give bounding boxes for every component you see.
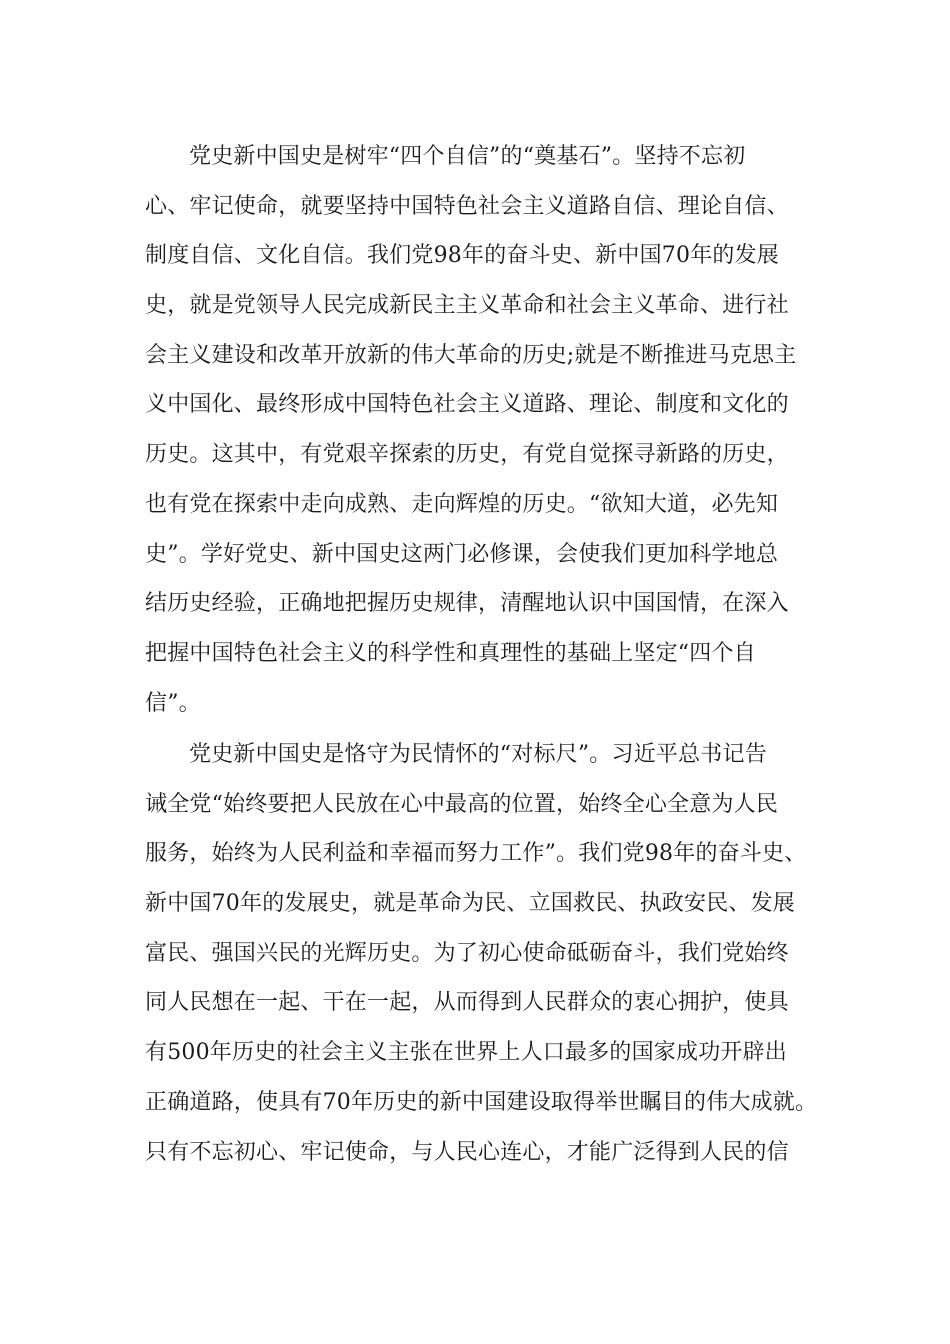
text-line: 服务，始终为人民利益和幸福而努力工作”。我们党98年的奋斗史、 bbox=[145, 841, 807, 867]
text-line: 结历史经验，正确地把握历史规律，清醒地认识中国国情，在深入 bbox=[145, 591, 789, 617]
text-line: 史”。学好党史、新中国史这两门必修课，会使我们更加科学地总 bbox=[145, 541, 779, 567]
text-line: 心、牢记使命，就要坚持中国特色社会主义道路自信、理论自信、 bbox=[145, 193, 789, 219]
text-line: 有500年历史的社会主义主张在世界上人口最多的国家成功开辟出 bbox=[145, 1040, 787, 1066]
text-line: 党史新中国史是树牢“四个自信”的“奠基石”。坚持不忘初 bbox=[189, 144, 746, 169]
text-line: 同人民想在一起、干在一起，从而得到人民群众的衷心拥护，使具 bbox=[145, 990, 789, 1016]
text-line: 把握中国特色社会主义的科学性和真理性的基础上坚定“四个自 bbox=[145, 640, 756, 666]
text-line: 诫全党“始终要把人民放在心中最高的位置，始终全心全意为人民 bbox=[145, 791, 779, 817]
text-line: 历史。这其中，有党艰辛探索的历史，有党自觉探寻新路的历史， bbox=[145, 442, 789, 468]
text-line: 信”。 bbox=[145, 690, 201, 716]
text-line: 党史新中国史是恪守为民情怀的“对标尺”。习近平总书记告 bbox=[189, 742, 767, 767]
text-line: 史，就是党领导人民完成新民主主义革命和社会主义革命、进行社 bbox=[145, 293, 789, 319]
text-line: 只有不忘初心、牢记使命，与人民心连心，才能广泛得到人民的信 bbox=[145, 1139, 789, 1165]
text-line: 正确道路，使具有70年历史的新中国建设取得举世瞩目的伟大成就。 bbox=[145, 1089, 818, 1115]
text-line: 新中国70年的发展史，就是革命为民、立国救民、执政安民、发展 bbox=[145, 891, 795, 917]
paragraph-1 bbox=[145, 132, 805, 728]
paragraph-2 bbox=[145, 730, 818, 1177]
text-line: 也有党在探索中走向成熟、走向辉煌的历史。“欲知大道，必先知 bbox=[145, 491, 779, 517]
text-line: 会主义建设和改革开放新的伟大革命的历史;就是不断推进马克思主 bbox=[145, 342, 797, 368]
text-line: 制度自信、文化自信。我们党98年的奋斗史、新中国70年的发展 bbox=[145, 243, 779, 269]
text-line: 富民、强国兴民的光辉历史。为了初心使命砥砺奋斗，我们党始终 bbox=[145, 940, 789, 966]
text-line: 义中国化、最终形成中国特色社会主义道路、理论、制度和文化的 bbox=[145, 392, 789, 418]
